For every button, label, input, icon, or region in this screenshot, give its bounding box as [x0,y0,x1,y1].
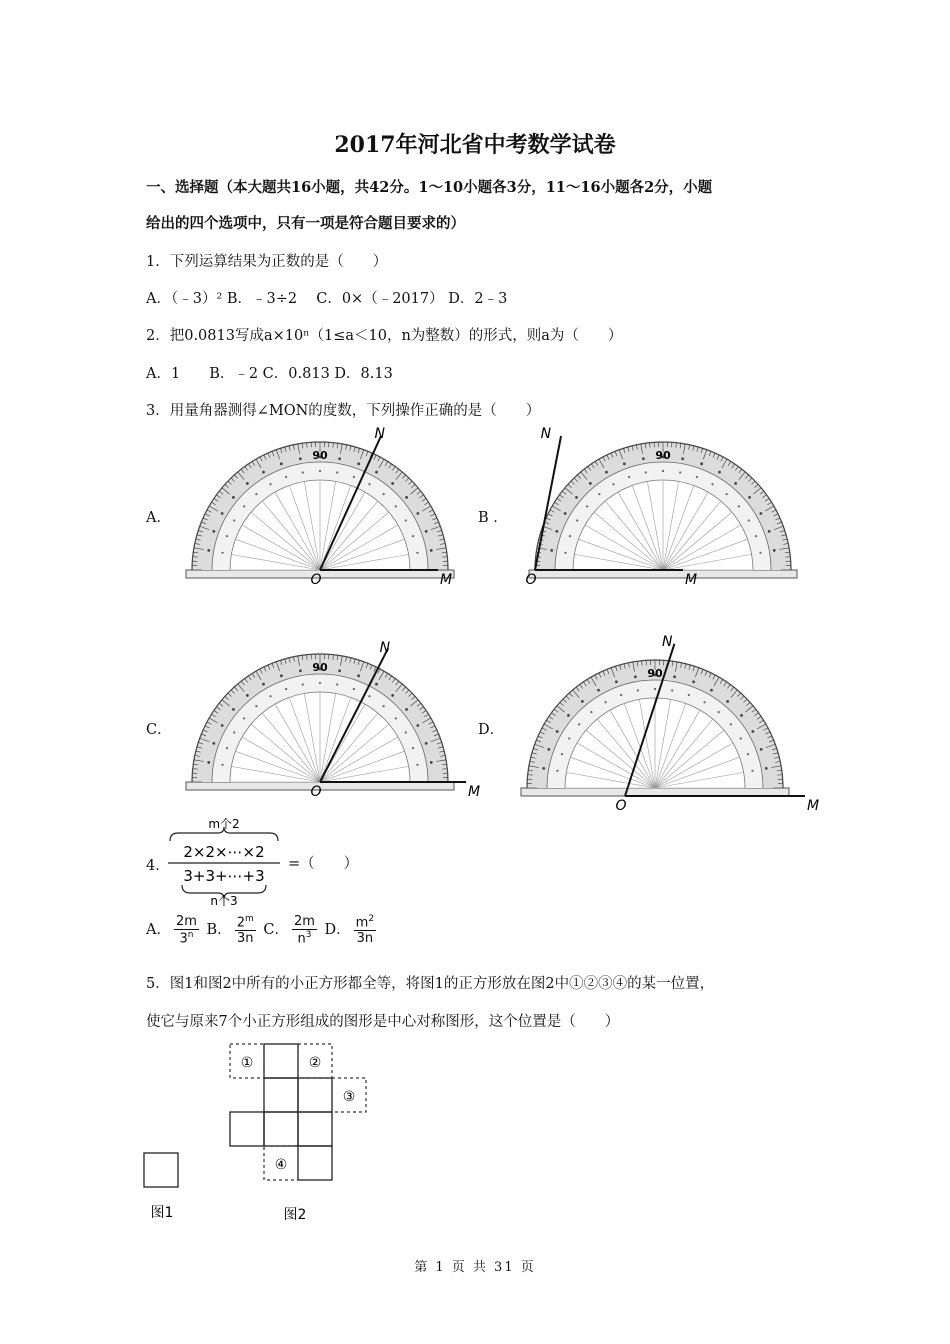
option-a-label: A． [146,510,171,526]
figure-1-square [144,1153,178,1187]
point-n-label: N [661,634,673,650]
q4-numerator: 2×2×⋯×2 [183,843,265,861]
q4-option-d-fraction: $\frac{m^2}{3n}$ [355,914,375,947]
point-o-label: O [310,784,322,800]
question-4-number: 4． [146,858,170,874]
point-m-label: M [685,572,698,588]
question-1-options: A．（﹣3）² B．﹣3÷2 C．0×（﹣2017） D．2﹣3 [146,291,508,307]
scale-90-label: 90 [312,661,328,674]
question-3-stem: 3．用量角器测得∠MON的度数，下列操作正确的是（ ） [146,403,541,419]
question-1-stem: 1．下列运算结果为正数的是（ ） [146,254,388,270]
q4-denominator: 3+3+⋯+3 [183,867,265,885]
point-m-label: M [440,572,453,588]
q4-option-a-fraction: $\frac{2m}{3^n}$ [175,914,197,947]
q4-option-c-label: C． [263,922,289,939]
protractor [186,654,454,790]
page-footer: 第 1 页 共 31 页 [414,1260,536,1275]
section-heading-line1: 一、选择题（本大题共16小题，共42分。1～10小题各3分，11～16小题各2分，小题 [146,179,713,196]
scale-90-label: 90 [647,667,663,680]
protractor-figure-a [172,426,468,590]
figure-2-caption: 图2 [283,1207,307,1223]
point-o-label: O [525,572,537,588]
protractor [529,442,797,578]
point-n-label: N [374,426,386,442]
question-4-options [146,914,379,946]
question-2-stem: 2．把0.0813写成a×10ⁿ（1≤a＜10，n为整数）的形式，则a为（ ） [146,328,623,344]
question-2-options: A．1 B．﹣2 C．0.813 D．8.13 [146,366,393,382]
question-5-line2: 使它与原来7个小正方形组成的图形是中心对称图形，这个位置是（ ） [146,1014,620,1030]
q4-option-b-label: B． [206,922,232,939]
protractor [186,442,454,578]
option-c-label: C． [146,722,172,738]
question-4-fraction [164,815,284,907]
point-m-label: M [468,784,481,800]
option-d-label: D． [478,722,505,738]
protractor-figure-d [505,634,820,814]
scale-90-label: 90 [655,449,671,462]
position-3-mark: ③ [342,1089,356,1105]
protractor-figure-c [172,640,481,802]
q4-option-c-fraction: $\frac{2m}{n^3}$ [293,914,315,947]
point-o-label: O [615,798,627,814]
point-o-label: O [310,572,322,588]
q4-option-a-label: A． [146,922,171,939]
point-n-label: N [540,426,552,442]
point-m-label: M [807,798,820,814]
bottom-brace-label: n个3 [210,894,238,908]
point-n-label: N [379,640,391,656]
option-b-label: B ． [478,510,508,526]
q4-option-b-fraction: $\frac{2^m}{3n}$ [236,914,254,947]
top-brace-label: m个2 [208,817,240,831]
section-heading-line2: 给出的四个选项中，只有一项是符合题目要求的） [146,215,465,232]
question-4-equals: =（ ） [288,856,359,872]
protractor [521,660,789,796]
question-5-figures [140,1040,380,1230]
position-4-mark: ④ [274,1157,288,1173]
scale-90-label: 90 [312,449,328,462]
protractor-figure-b [505,426,805,590]
position-1-mark: ① [240,1055,254,1071]
q4-option-d-label: D． [324,922,351,939]
question-5-line1: 5．图1和图2中所有的小正方形都全等，将图1的正方形放在图2中①②③④的某一位置， [146,976,715,992]
figure-1-caption: 图1 [150,1205,174,1221]
page-title: 2017年河北省中考数学试卷 [334,132,616,158]
position-2-mark: ② [308,1055,322,1071]
